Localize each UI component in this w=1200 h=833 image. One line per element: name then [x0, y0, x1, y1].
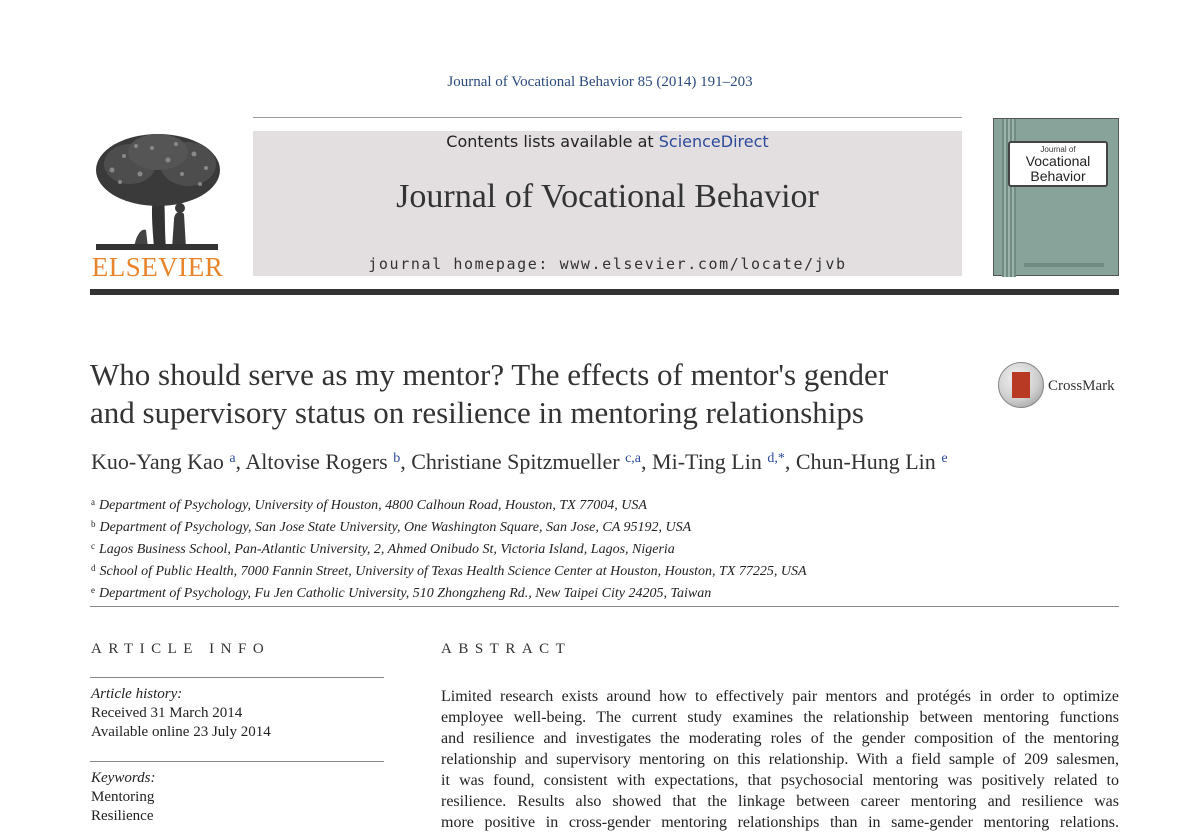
- author-affiliation-link[interactable]: a: [229, 451, 236, 466]
- cover-line-2: Vocational: [1025, 153, 1091, 170]
- affiliation-marker: d: [91, 563, 96, 573]
- affiliation-text: Department of Psychology, University of Houston, 4800 Calhoun Road, Houston, TX 77004, USA: [99, 498, 647, 513]
- affiliation-item: [91, 515, 1121, 537]
- header-rule: [253, 117, 962, 118]
- crossmark-bookmark-icon: [1012, 372, 1030, 398]
- cover-line-3: Behavior: [1030, 168, 1086, 185]
- abstract-line: it was found, consistent with expectations, that psychosocial mentoring was positively related to: [441, 772, 1119, 789]
- affiliation-marker: b: [91, 519, 96, 529]
- journal-title: Journal of Vocational Behavior: [396, 178, 819, 215]
- masthead-divider: [90, 289, 1119, 295]
- crossmark-label: CrossMark: [1048, 378, 1115, 394]
- affiliation-text: Department of Psychology, Fu Jen Catholic University, 510 Zhongzheng Rd., New Taipei City 24205, Taiwan: [99, 586, 712, 601]
- article-history-label: Article history:: [91, 686, 183, 702]
- author-list: [91, 449, 1121, 475]
- affiliation-text: School of Public Health, 7000 Fannin Street, University of Texas Health Science Center at Houston, Houston, TX 77225, USA: [99, 564, 807, 579]
- affiliation-text: Lagos Business School, Pan-Atlantic University, 2, Ahmed Onibudo St, Victoria Island, Lagos, Nigeria: [99, 542, 675, 557]
- author-affiliation-link[interactable]: e: [941, 451, 948, 466]
- affiliation-item: [91, 581, 1121, 603]
- journal-citation[interactable]: Journal of Vocational Behavior 85 (2014) 191–203: [447, 74, 753, 90]
- author-name[interactable]: Altovise Rogers: [245, 449, 388, 474]
- abstract-line: resilience. Results also showed that the linkage between career mentoring and resilience was: [441, 793, 1119, 810]
- author-separator: ,: [400, 449, 412, 474]
- abstract-heading: ABSTRACT: [441, 641, 572, 657]
- author-affiliation-link[interactable]: b: [393, 451, 401, 466]
- affiliation-marker: a: [91, 497, 95, 507]
- affiliation-text: Department of Psychology, San Jose State University, One Washington Square, San Jose, CA 95192, USA: [99, 520, 692, 535]
- keywords-rule: [90, 761, 384, 762]
- author-name[interactable]: Christiane Spitzmueller: [411, 449, 620, 474]
- author-name[interactable]: Chun-Hung Lin: [795, 449, 936, 474]
- abstract-line: Limited research exists around how to effectively pair mentors and protégés in order to optimize: [441, 688, 1119, 705]
- author-name[interactable]: Kuo-Yang Kao: [91, 449, 224, 474]
- author-name[interactable]: Mi-Ting Lin: [652, 449, 762, 474]
- article-info-rule: [90, 677, 384, 678]
- article-info-heading: ARTICLE INFO: [91, 641, 271, 657]
- cover-title-label: [1008, 141, 1108, 187]
- affiliation-item: [91, 559, 1121, 581]
- keyword-item[interactable]: Mentoring: [91, 789, 155, 805]
- affiliation-list: [91, 493, 1121, 603]
- section-divider: [90, 606, 1119, 607]
- author-separator: ,: [641, 449, 653, 474]
- author-affiliation-link[interactable]: c,a: [625, 451, 642, 466]
- keyword-item[interactable]: Resilience: [91, 808, 154, 824]
- author-separator: ,: [235, 449, 246, 474]
- article-title-line-2: and supervisory status on resilience in mentoring relationships: [90, 395, 864, 430]
- received-date: Received 31 March 2014: [91, 705, 243, 721]
- abstract-text: [441, 686, 1119, 833]
- crossmark-button[interactable]: [998, 362, 1124, 410]
- affiliation-marker: e: [91, 585, 95, 595]
- article-title: [90, 356, 970, 432]
- abstract-line: employee well-being. The current study examines the relationship between mentoring functions: [441, 709, 1119, 726]
- article-title-line-1: Who should serve as my mentor? The effects of mentor's gender: [90, 357, 889, 392]
- contents-line: [253, 131, 962, 152]
- affiliation-item: [91, 493, 1121, 515]
- abstract-line: more positive in cross-gender mentoring relationships than in same-gender mentoring relations.: [441, 814, 1119, 831]
- journal-masthead: [253, 131, 962, 276]
- journal-cover-thumbnail[interactable]: [993, 118, 1119, 276]
- affiliation-marker: c: [91, 541, 95, 551]
- keywords-label: Keywords:: [91, 770, 156, 786]
- abstract-line: relationship and supervisory mentoring on this relationship. With a field sample of 209 salesmen,: [441, 751, 1119, 768]
- abstract-line: and resilience and investigates the moderating roles of the gender composition of the mentoring: [441, 730, 1119, 747]
- journal-homepage-link[interactable]: journal homepage: www.elsevier.com/locate/jvb: [368, 255, 847, 273]
- author-affiliation-link[interactable]: d,*: [767, 451, 785, 466]
- affiliation-item: [91, 537, 1121, 559]
- available-online-date: Available online 23 July 2014: [91, 724, 271, 740]
- sciencedirect-link[interactable]: ScienceDirect: [658, 132, 769, 151]
- keywords-block: [91, 769, 385, 826]
- elsevier-wordmark: ELSEVIER: [91, 252, 224, 282]
- author-separator: ,: [784, 449, 796, 474]
- article-history: [91, 685, 385, 742]
- cover-line-1: Journal of: [1040, 145, 1076, 154]
- contents-prefix: Contents lists available at: [446, 132, 659, 151]
- cover-footer-mark: [1024, 263, 1104, 267]
